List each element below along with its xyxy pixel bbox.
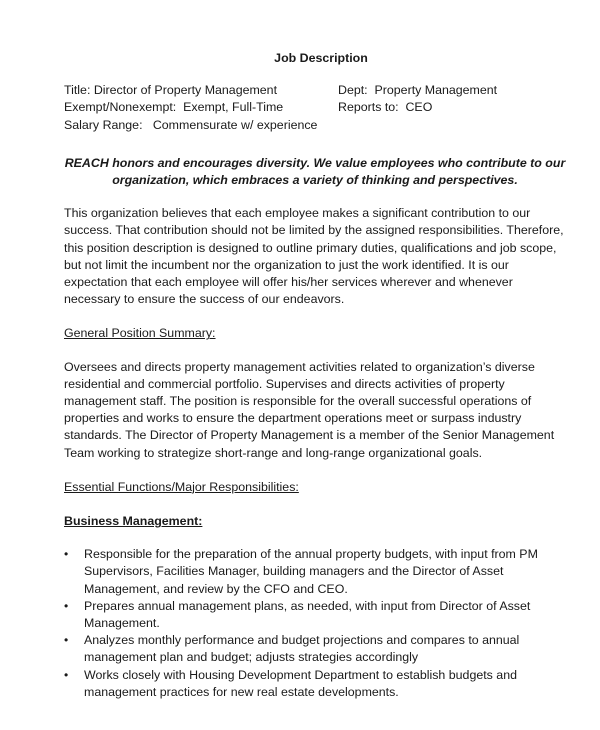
list-item-text: Works closely with Housing Development Department to establish budgets and management practices for new real estate developments. (84, 667, 517, 699)
business-management-heading: Business Management: (64, 514, 203, 529)
list-item-text: Analyzes monthly performance and budget projections and compares to annual management plan and budget; adjusts strategies accordingly (84, 633, 520, 665)
bullet-icon: • (64, 547, 69, 562)
document-title: Job Description (274, 51, 368, 65)
bullet-icon: • (64, 598, 69, 613)
diversity-statement: REACH honors and encourages diversity. We value employees who contribute to our organization, which embraces a variety of thinking and perspectives. (64, 155, 566, 188)
list-item-text: Prepares annual management plans, as needed, with input from Director of Asset Management. (84, 598, 531, 631)
department-line: Dept: Property Management (338, 83, 498, 98)
functions-heading: Essential Functions/Major Responsibilities: (64, 479, 299, 494)
header-empty-cell (338, 117, 570, 134)
responsibilities-list (64, 546, 570, 701)
intro-paragraph: This organization believes that each employee makes a significant contribution to our success. That contribution should not be limited by the assigned responsibilities. Therefore, this position description is designed to outline primary duties, qualifications and job scope, but not limit the incumbent nor the organization to just the work identified. It is our expectation that each employee will offer his/her services wherever and whenever necessary to ensure the success of our endeavors. (64, 206, 564, 307)
list-item (64, 598, 570, 632)
bullet-icon: • (64, 667, 69, 682)
list-item (64, 632, 570, 666)
bullet-icon: • (64, 633, 69, 648)
job-header (64, 82, 570, 134)
salary-range-line: Salary Range: Commensurate w/ experience (64, 117, 318, 132)
list-item (64, 667, 570, 701)
list-item (64, 546, 570, 598)
reports-to-line: Reports to: CEO (338, 100, 433, 115)
summary-heading: General Position Summary: (64, 326, 216, 341)
job-title-line: Title: Director of Property Management (64, 83, 278, 98)
exempt-status-line: Exempt/Nonexempt: Exempt, Full-Time (64, 100, 284, 115)
list-item-text: Responsible for the preparation of the annual property budgets, with input from PM Supervisors, Facilities Manager, building managers and the Director of Asset Management, and review by the CFO and CEO. (84, 547, 538, 596)
summary-paragraph: Oversees and directs property management activities related to organization’s diverse residential and commercial portfolio. Supervises and directs activities of property management staff. The position is responsible for the overall successful operations of properties and works to ensure the department operations meet or surpass industry standards. The Director of Property Management is a member of the Senior Management Team working to strategize short-range and long-range organizational goals. (64, 359, 555, 460)
